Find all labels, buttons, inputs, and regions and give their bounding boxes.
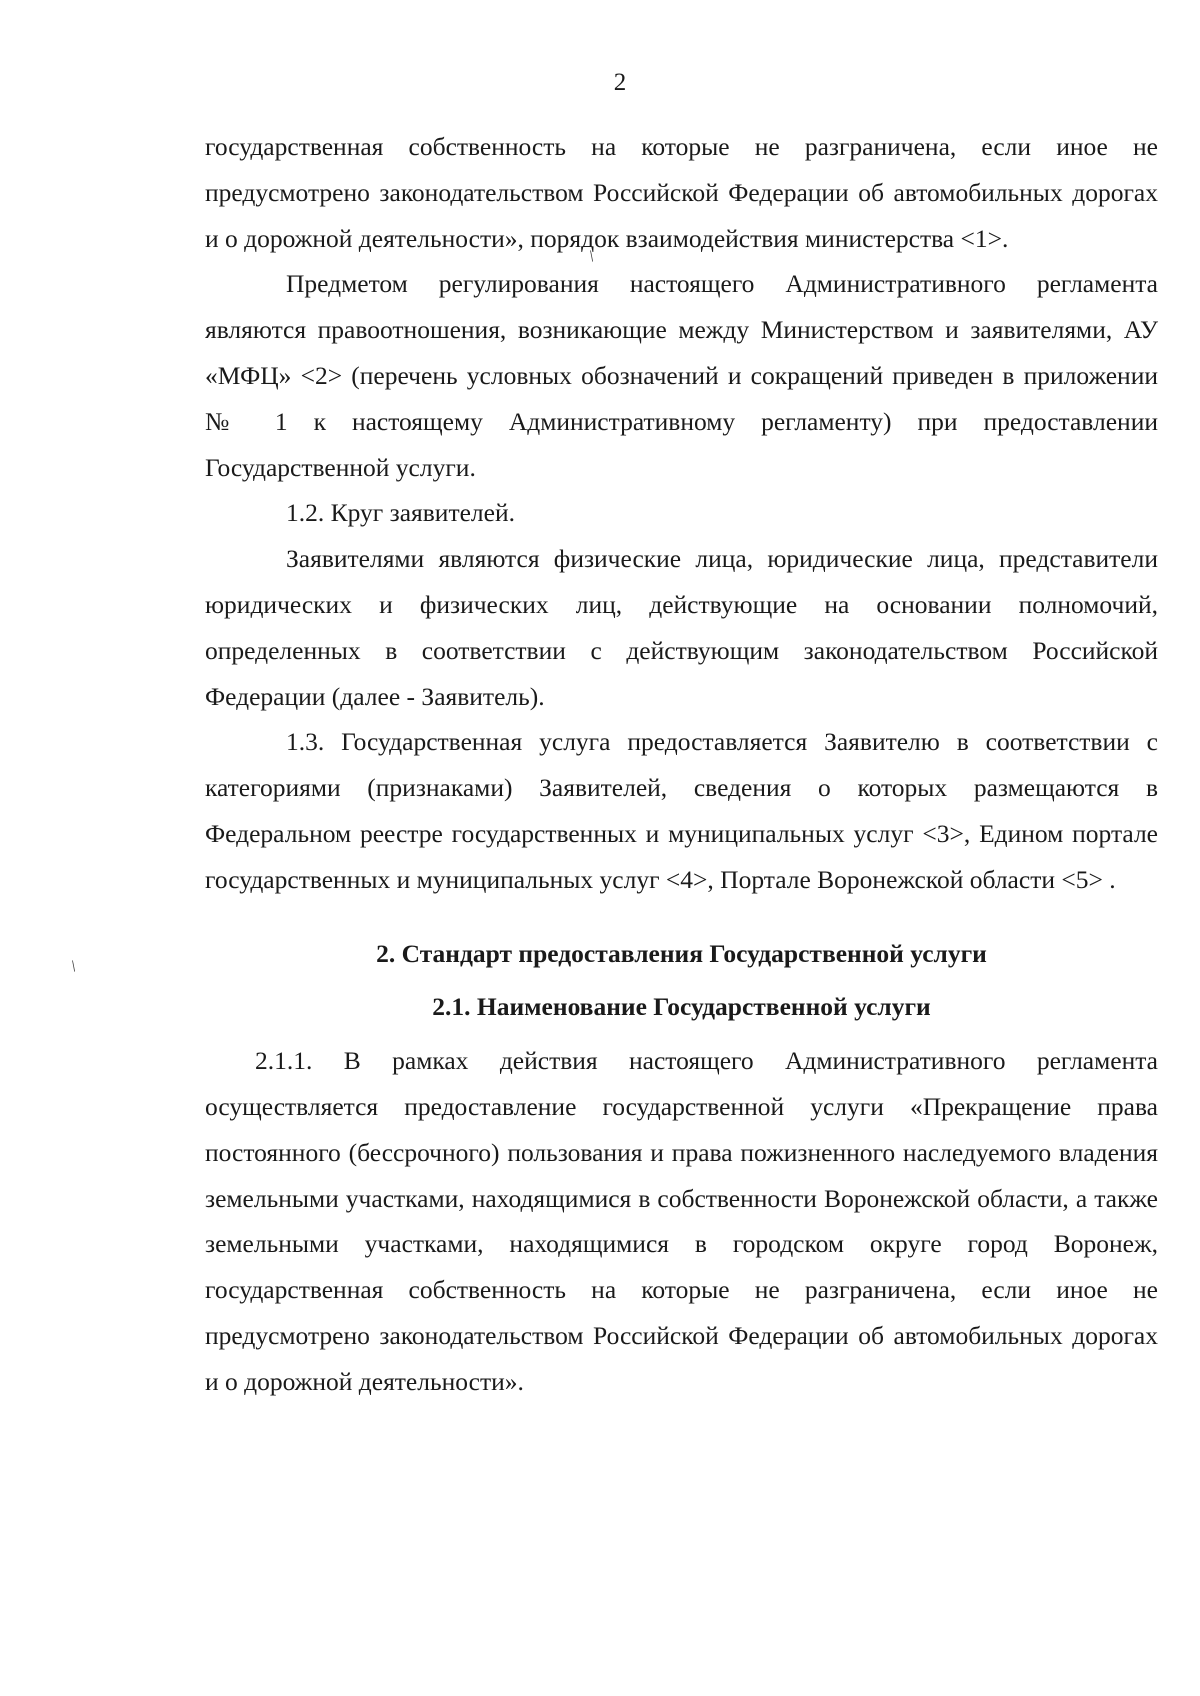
paragraph-applicants: Заявителями являются физические лица, юридические лица, представители юридических и физических лиц, действующие на основании полномочий, определенных в соответствии с действующим законодательством Российской Федерации (далее - Заявитель). [205, 544, 1158, 711]
pen-mark: / [585, 248, 599, 266]
document-body [205, 124, 1158, 1405]
paragraph-service-categories: 1.3. Государственная услуга предоставляется Заявителю в соответствии с категориями (признаками) Заявителей, сведения о которых размещаются в Федеральном реестре государственных и муниципальных услуг <3>, Едином портале государственных и муниципальных услуг <4>, Портале Воронежской области <5> . [205, 727, 1158, 894]
paragraph-service-name: 2.1.1. В рамках действия настоящего Административного регламента осуществляется предоставление государственной услуги «Прекращение права постоянного (бессрочного) пользования и права пожизненного наследуемого владения земельными участками, находящимися в собственности Воронежской области, а также земельными участками, находящимися в городском округе город Воронеж, государственная собственность на которые не разграничена, если иное не предусмотрено законодательством Российской Федерации об автомобильных дорогах и о дорожной деятельности». [205, 1046, 1158, 1396]
paragraph-applicants-heading: 1.2. Круг заявителей. [286, 498, 515, 528]
page-number: 2 [613, 69, 627, 96]
section-heading-standard: 2. Стандарт предоставления Государственной услуги [376, 938, 987, 968]
paragraph-regulation-subject: Предметом регулирования настоящего Административного регламента являются правоотношения, возникающие между Министерством и заявителями, АУ «МФЦ» <2> (перечень условных обозначений и сокращений приведен в приложении № 1 к настоящему Административному регламенту) при предоставлении Государственной услуги. [205, 269, 1158, 482]
section-heading-service-name: 2.1. Наименование Государственной услуги [432, 992, 931, 1022]
pen-mark: / [67, 958, 81, 976]
paragraph-continuation: государственная собственность на которые не разграничена, если иное не предусмотрено законодательством Российской Федерации об автомобильных дорогах и о дорожной деятельности», порядок взаимодействия министерства <1>. [205, 132, 1158, 253]
